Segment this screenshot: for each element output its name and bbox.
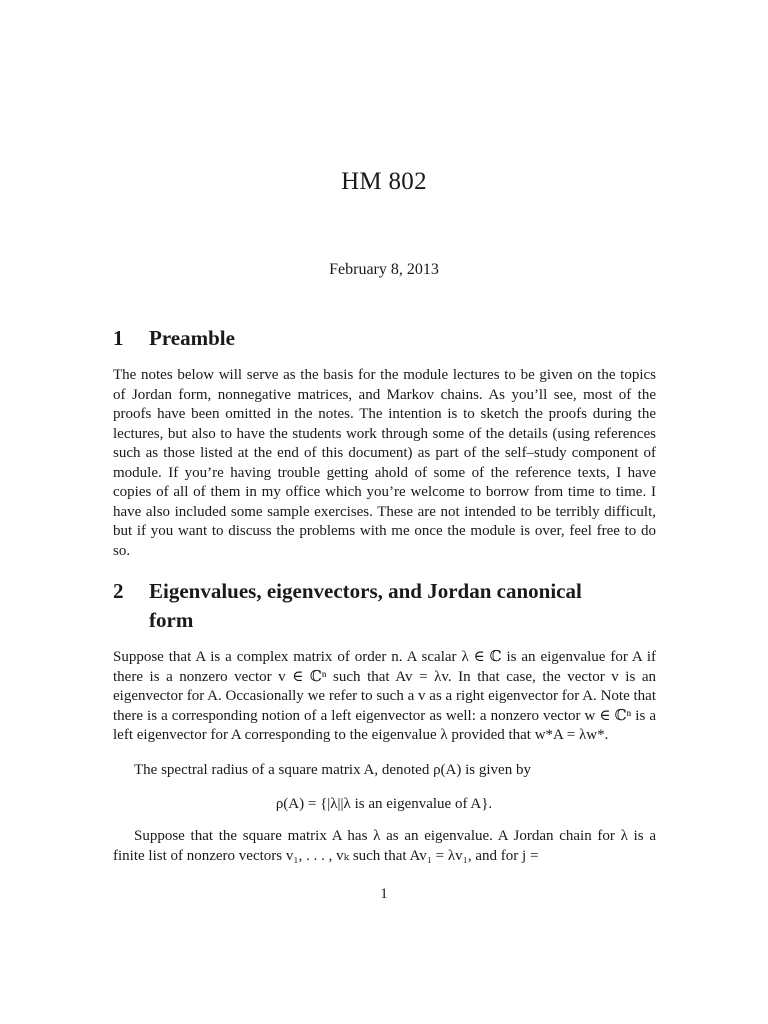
section-number: 2 <box>113 579 124 603</box>
section-heading-preamble <box>113 324 658 353</box>
section-title: Preamble <box>149 326 235 350</box>
spectral-radius-paragraph: The spectral radius of a square matrix A, denoted ρ(A) is given by <box>134 762 531 778</box>
page-number: 1 <box>380 886 388 902</box>
section-title-line2: form <box>149 608 194 632</box>
section-title-line1: Eigenvalues, eigenvectors, and Jordan canonical <box>149 579 582 603</box>
spectral-radius-equation: ρ(A) = {|λ||λ is an eigenvalue of A}. <box>275 796 493 812</box>
jordan-chain-paragraph: Suppose that the square matrix A has λ as an eigenvalue. A Jordan chain for λ is a finite list of nonzero vectors v₁, . . . , vₖ such that Av₁ = λv₁, and for j = <box>113 828 656 864</box>
section-number: 1 <box>113 326 124 350</box>
section-heading-eigenvalues <box>113 577 658 635</box>
preamble-paragraph: The notes below will serve as the basis for the module lectures to be given on the topics of Jordan form, nonnegative matrices, and Markov chains. As you’ll see, most of the proofs have been omitted in the notes. The intention is to sketch the proofs during the lectures, but also to have the students work through some of the details (using references such as those listed at the end of this document) as part of the self–study component of module. If you’re having trouble getting ahold of some of the reference texts, I have copies of all of them in my office which you’re welcome to borrow from time to time. I have also included some sample exercises. These are not intended to be terribly difficult, but if you want to discuss the problems with me once the module is over, feel free to do so. <box>113 367 656 559</box>
document-date: February 8, 2013 <box>329 261 439 278</box>
eigenvalue-definition-paragraph: Suppose that A is a complex matrix of order n. A scalar λ ∈ ℂ is an eigenvalue for A if there is a nonzero vector v ∈ ℂⁿ such that Av = λv. In that case, the vector v is an eigenvector for A. Occasionally we refer to such a v as a right eigenvector for A. Note that there is a corresponding notion of a left eigenvector as well: a nonzero vector w ∈ ℂⁿ is a left eigenvector for A corresponding to the eigenvalue λ provided that w*A = λw*. <box>113 649 656 743</box>
document-title: HM 802 <box>341 168 427 195</box>
